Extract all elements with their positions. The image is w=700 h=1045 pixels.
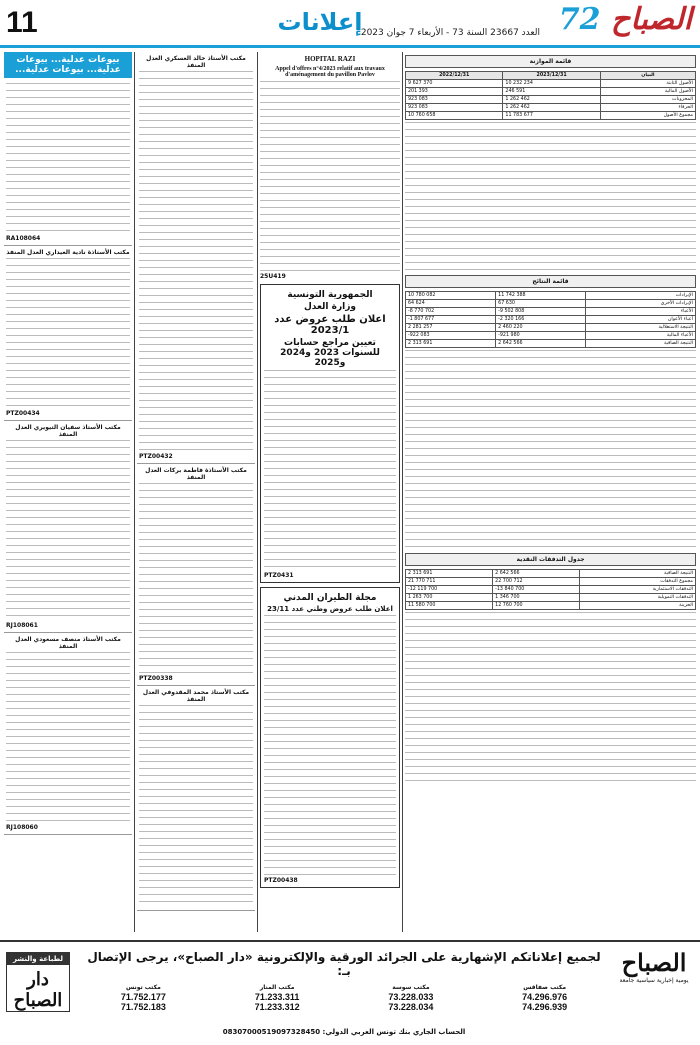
row-value: 10 760 658: [406, 112, 503, 120]
notice-subtitle: تعيين مراجع حسابات للسنوات 2023 و2024 و2025: [280, 338, 380, 368]
office-name: مكتب تونس: [125, 984, 161, 991]
row-label: أعباء الأعوان: [586, 316, 696, 324]
office-list: [80, 984, 608, 1012]
row-value: 2 313 691: [406, 570, 493, 578]
row-label: الإيرادات: [586, 292, 696, 300]
table-row: [406, 316, 696, 324]
page-footer: [0, 940, 700, 1045]
table-row: [406, 308, 696, 316]
row-value: -12 119 700: [406, 586, 493, 594]
logo-number: 72: [558, 2, 601, 37]
row-value: -1 807 677: [406, 316, 496, 324]
table-row: [406, 300, 696, 308]
row-value: 2 281 257: [406, 324, 496, 332]
row-value: -921 980: [496, 332, 586, 340]
logo-text: الصباح: [621, 948, 687, 977]
dar-assabah-logo: [6, 952, 70, 1012]
ads-column-two: [137, 52, 255, 932]
tender-subtitle: Appel d'offres n°4/2023 relatif aux travaux d'aménagement du pavillon Pavlov: [275, 66, 385, 78]
row-label: النتيجة الصافية: [586, 340, 696, 348]
page-number: 11: [6, 6, 38, 39]
row-label: المخزونات: [600, 96, 695, 104]
table-row: [406, 602, 696, 610]
ad-heading: مكتب الأستاذ محمد المقدوفي العدل المنفذ: [142, 689, 250, 703]
row-value: -8 770 702: [406, 308, 496, 316]
income-statement-title: قائمة النتائج: [405, 275, 696, 288]
row-value: 11 742 388: [496, 292, 586, 300]
column-divider: [134, 52, 135, 932]
footer-contact: [80, 950, 608, 1012]
row-label: الإيرادات الأخرى: [586, 300, 696, 308]
row-value: 9 627 370: [406, 80, 503, 88]
notice-heading: الجمهورية التونسية: [287, 290, 373, 300]
newspaper-logo: [559, 2, 692, 37]
row-value: 11 580 700: [406, 602, 493, 610]
office-name: مكتب سوسة: [392, 984, 430, 991]
row-label: مجموع الأصول: [600, 112, 695, 120]
row-value: 2 313 691: [406, 340, 496, 348]
row-value: 1 262 462: [503, 104, 600, 112]
table-row: [406, 112, 696, 120]
office-contact: [348, 984, 475, 1012]
table-row: [406, 88, 696, 96]
row-value: 246 591: [503, 88, 600, 96]
ad-reference: RA108064: [6, 235, 41, 242]
row-label: التدفقات التمويلية: [580, 594, 696, 602]
legal-ad: [137, 52, 255, 464]
row-value: 10 232 234: [503, 80, 600, 88]
row-value: 1 346 700: [493, 594, 580, 602]
office-phone: 73.228.033: [388, 992, 434, 1003]
ad-heading: مكتب الأستاذ منصف مسعودي العدل المنفذ: [15, 636, 121, 650]
row-label: الأعباء: [586, 308, 696, 316]
row-value: 1 263 700: [406, 594, 493, 602]
ad-reference: PTZ00432: [139, 453, 173, 460]
row-value: 923 083: [406, 104, 503, 112]
income-statement-table: [405, 291, 696, 348]
classifieds-column: [4, 52, 132, 932]
office-phone: 71.752.177: [120, 992, 166, 1003]
row-label: النتيجة الصافية: [580, 570, 696, 578]
row-value: 1 262 462: [503, 96, 600, 104]
row-label: التدفقات الاستثمارية: [580, 586, 696, 594]
table-row: [406, 292, 696, 300]
column-divider: [257, 52, 258, 932]
table-row: [406, 332, 696, 340]
row-label: الحرفاء: [600, 104, 695, 112]
ad-reference: PTZ00338: [139, 675, 173, 682]
office-phone: 74.296.976: [522, 992, 568, 1003]
office-name: مكتب المنار: [259, 984, 295, 991]
balance-sheet-title: قائمة الموازنة: [405, 55, 696, 68]
logo-text: دار الصباح: [13, 969, 63, 1011]
legal-ad: [4, 78, 132, 246]
legal-ad: [4, 246, 132, 421]
row-label: الأصول المالية: [600, 88, 695, 96]
row-value: -2 320 166: [496, 316, 586, 324]
row-value: 201 393: [406, 88, 503, 96]
row-value: 923 083: [406, 96, 503, 104]
row-value: 11 783 677: [503, 112, 600, 120]
column-header: 2022/12/31: [406, 72, 503, 80]
ad-reference: RJ108061: [6, 622, 38, 629]
row-value: 21 770 711: [406, 578, 493, 586]
row-value: -9 502 808: [496, 308, 586, 316]
office-phone: 71.233.312: [254, 1002, 300, 1013]
row-label: مجموع التدفقات: [580, 578, 696, 586]
row-value: -922 083: [406, 332, 496, 340]
ad-reference: 25U419: [260, 273, 286, 280]
notice-heading: مجلة الطيران المدني: [283, 593, 377, 603]
ad-heading: مكتب الأستاذة نادية الغيداري العدل المنفذ: [6, 249, 130, 256]
ad-reference: PTZ0431: [264, 572, 294, 579]
classifieds-banner: بيوعات عدلية... بيوعات عدلية... بيوعات عدلية...: [4, 52, 132, 78]
table-row: [406, 80, 696, 88]
cash-flow-table: [405, 569, 696, 610]
row-value: 22 700 712: [493, 578, 580, 586]
logo-text: الصباح: [610, 2, 692, 37]
row-label: الخزينة: [580, 602, 696, 610]
row-value: 2 642 566: [493, 570, 580, 578]
logo-tagline: يومية إخبارية سياسية جامعة: [619, 977, 689, 984]
table-row: [406, 594, 696, 602]
table-row: [406, 578, 696, 586]
ad-heading: مكتب الأستاذ خالد العسكري العدل المنفذ: [146, 55, 246, 69]
page-header: [0, 0, 700, 48]
logo-top-label: لطباعة والنشر: [7, 953, 69, 965]
office-contact: [214, 984, 341, 1012]
table-row: [406, 324, 696, 332]
ad-reference: PTZ00434: [6, 410, 40, 417]
hospital-title: HOPITAL RAZI: [304, 55, 356, 63]
row-value: 12 760 700: [493, 602, 580, 610]
ministry-notice: [260, 284, 400, 583]
notice-subtitle: اعلان طلب عروض وطني عدد 23/11: [267, 605, 393, 613]
table-row: [406, 104, 696, 112]
office-phone: 71.752.183: [120, 1002, 166, 1013]
row-label: النتيجة الاستغلالية: [586, 324, 696, 332]
legal-ad: [4, 421, 132, 633]
table-row: [406, 340, 696, 348]
office-name: مكتب صفاقس: [523, 984, 567, 991]
ad-heading: مكتب الأستاذة فاطمة بركات العدل المنفذ: [145, 467, 247, 481]
column-divider: [402, 52, 403, 932]
row-label: الأعباء المالية: [586, 332, 696, 340]
issue-info: العدد 23667 السنة 73 - الأربعاء 7 جوان 2023: [360, 28, 540, 38]
section-title: إعلانات: [277, 8, 363, 36]
row-value: 67 630: [496, 300, 586, 308]
notice-title: اعلان طلب عروض عدد 2023/1: [274, 314, 386, 336]
ad-reference: RJ108060: [6, 824, 38, 831]
assabah-logo: [614, 948, 694, 984]
balance-sheet-table: [405, 71, 696, 120]
table-row: [406, 96, 696, 104]
column-header: 2023/12/31: [503, 72, 600, 80]
footer-headline: لجميع إعلاناتكم الإشهارية على الجرائد الورقية والإلكترونية «دار الصباح»، يرجى الإتصال بـ:: [87, 950, 601, 978]
office-phone: 71.233.311: [254, 992, 300, 1003]
office-contact: [481, 984, 608, 1012]
row-value: 64 624: [406, 300, 496, 308]
column-header: البيان: [600, 72, 695, 80]
cash-flow-title: جدول التدفقات النقدية: [405, 553, 696, 566]
legal-ad: [137, 464, 255, 686]
bank-account: الحساب الجاري بنك تونس العربي الدولي: 08307000519097328450: [222, 1028, 466, 1036]
office-phone: 73.228.034: [388, 1002, 434, 1013]
office-phone: 74.296.939: [522, 1002, 568, 1013]
aviation-notice: [260, 587, 400, 888]
row-value: 2 642 566: [496, 340, 586, 348]
notice-heading: وزارة العدل: [303, 302, 357, 312]
ad-reference: PTZ00438: [264, 877, 298, 884]
financial-statements: [405, 52, 696, 932]
table-row: [406, 570, 696, 578]
row-value: 2 460 220: [496, 324, 586, 332]
legal-ad: [4, 633, 132, 835]
legal-ad: [137, 686, 255, 911]
office-contact: [80, 984, 207, 1012]
ad-heading: مكتب الأستاذ سفيان التيويري العدل المنفذ: [15, 424, 121, 438]
ads-column-three: [260, 52, 400, 932]
row-value: -13 840 700: [493, 586, 580, 594]
row-value: 10 780 082: [406, 292, 496, 300]
table-row: [406, 586, 696, 594]
row-label: الأصول الثابتة: [600, 80, 695, 88]
